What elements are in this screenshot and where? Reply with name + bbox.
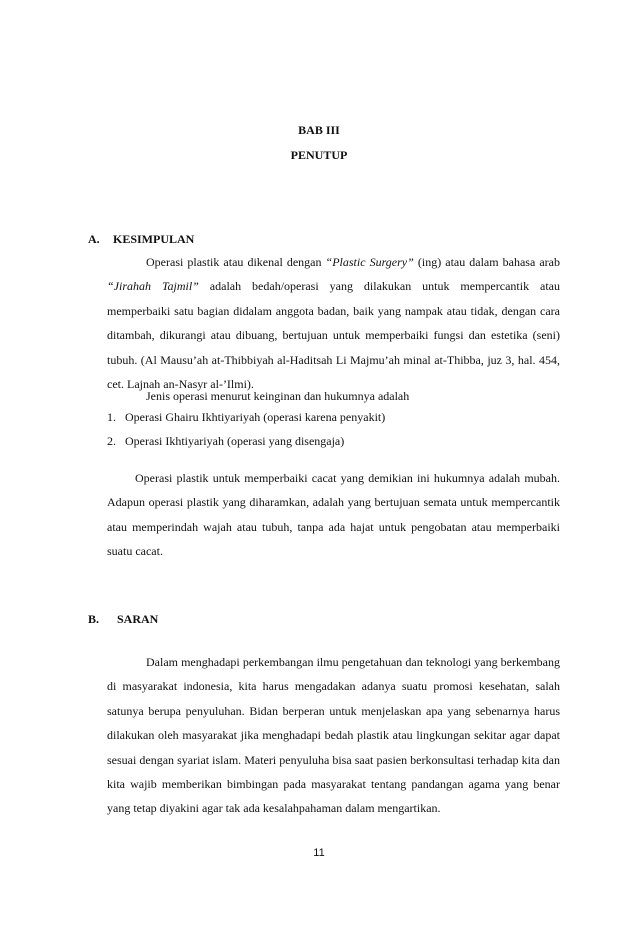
chapter-title: PENUTUP [290, 148, 348, 162]
list-item [107, 434, 344, 449]
list-item-text: Operasi Ikhtiyariyah (operasi yang disengaja) [125, 434, 345, 448]
list-item [107, 410, 385, 425]
italic-term: “Plastic Surgery” [325, 255, 414, 269]
list-item-text: Operasi Ghairu Ikhtiyariyah (operasi karena penyakit) [125, 410, 386, 424]
section-a-letter: A. [88, 232, 100, 246]
paragraph-text: adalah bedah/operasi yang dilakukan untuk mempercantik atau memperbaiki satu bagian didalam anggota badan, baik yang nampak atau tidak, dengan cara ditambah, dikurangi atau dibuang, bertujuan untuk memperbaiki fungsi dan estetika (seni) tubuh. (Al Mausu’ah at-Thibbiyah al-Haditsah Li Majmu’ah minal at-Thibba, juz 3, hal. 454, cet. Lajnah an-Nasyr al-’Ilmi). [107, 279, 560, 392]
italic-term: “Jirahah Tajmil” [107, 279, 199, 294]
paragraph-text: Operasi plastik atau dikenal dengan [146, 255, 326, 269]
paragraph-text: (ing) atau dalam bahasa arab [413, 255, 560, 269]
section-a-paragraph-3: Operasi plastik untuk memperbaiki cacat yang demikian ini hukumnya adalah mubah. Adapun operasi plastik yang diharamkan, adalah yang bertujuan semata untuk mempercantik atau memperindah wajah atau tubuh, tanpa ada hajat untuk pengobatan atau memperbaiki suatu cacat. [107, 471, 560, 559]
section-b-paragraph-1: Dalam menghadapi perkembangan ilmu pengetahuan dan teknologi yang berkembang di masyarakat indonesia, kita harus mengadakan adanya suatu promosi kesehatan, salah satunya berupa penyuluhan. Bidan berperan untuk menjelaskan apa yang sebenarnya harus dilakukan oleh masyarakat jika menghadapi bedah plastik atau lingkungan sekitar agar dapat sesuai dengan syariat islam. Materi penyuluha bisa saat pasien berkonsultasi terhadap kita dan kita wajib memberikan bimbingan pada masyarakat tentang pandangan agama yang benar yang tetap diyakini agar tak ada kesalahpahaman dalam mengartikan. [107, 655, 560, 816]
section-a-paragraph-2: Jenis operasi menurut keinginan dan hukumnya adalah [146, 389, 410, 403]
section-b-title: SARAN [117, 612, 159, 626]
section-a-paragraph-1 [107, 250, 560, 396]
section-a-title: KESIMPULAN [113, 232, 195, 246]
chapter-number: BAB III [298, 123, 340, 137]
page-number: 11 [313, 847, 325, 859]
section-b-letter: B. [88, 612, 100, 626]
list-item-number: 1. [107, 410, 116, 424]
list-item-number: 2. [107, 434, 116, 448]
